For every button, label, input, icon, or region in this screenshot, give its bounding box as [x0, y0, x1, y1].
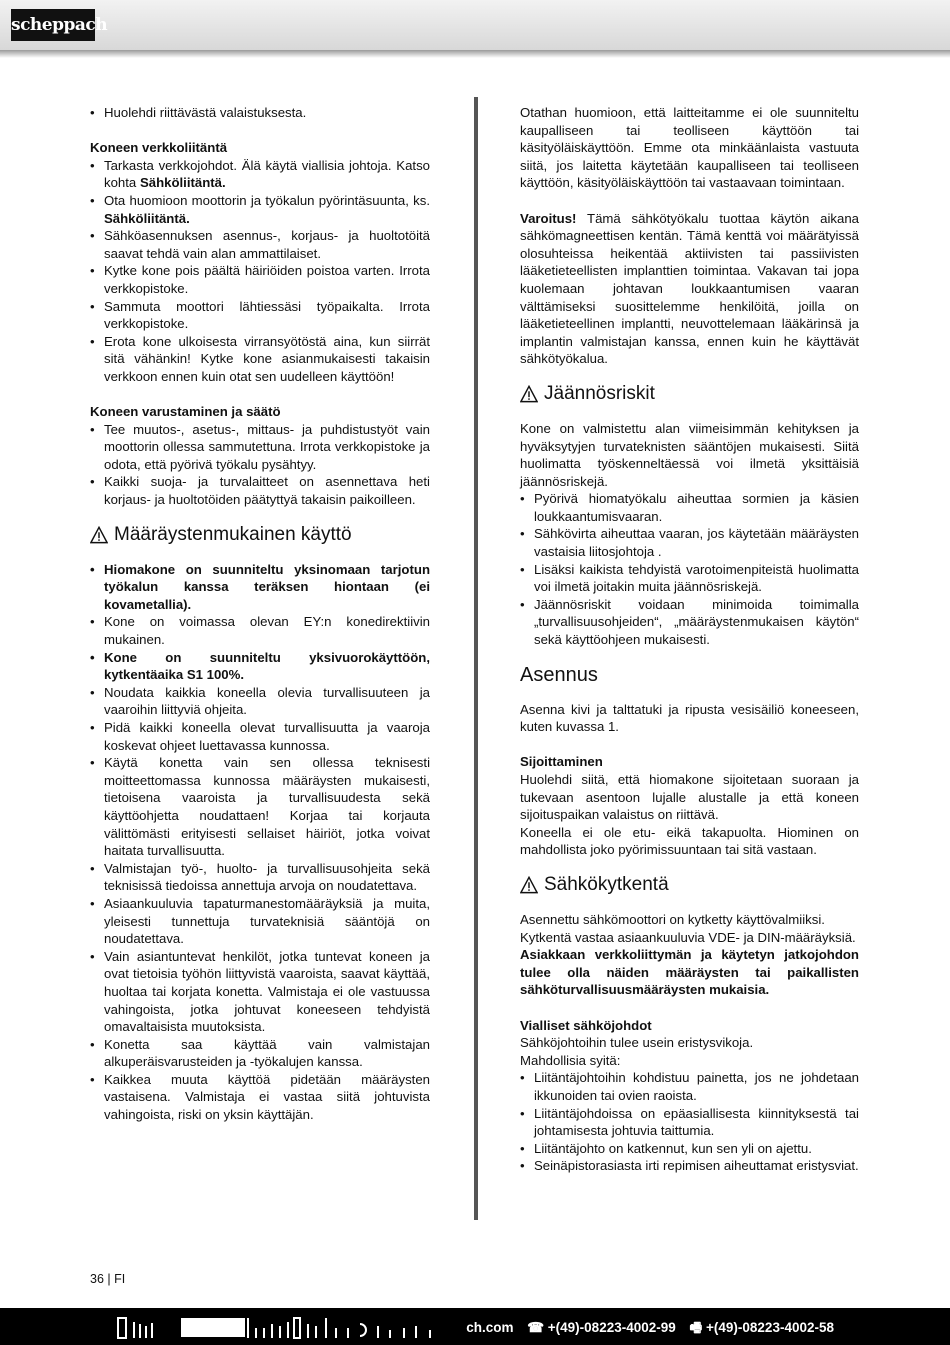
list-item: • Käytä konetta vain sen ollessa teknisesti moitteettomassa kunnossa määräysten mukaisesti, tietoisena vaaroista ja turvallisuudesta sekä käyttöohjetta noudattaen! Korjaa tai korjauta välittömästi erityisesti sellaiset häiriöt, jotka voivat haitata turvallisuutta.	[90, 754, 430, 860]
list-item: • Lisäksi kaikista tehdyistä varotoimenpiteistä huolimatta voi ilmetä joitakin muita jäännösriskejä.	[520, 561, 859, 596]
vialliset-list	[520, 1069, 859, 1175]
list-item: • Noudata kaikkia koneella olevia turvallisuuteen ja vaaroihin liittyviä ohjeita.	[90, 684, 430, 719]
header-shadow	[0, 50, 950, 58]
section-heading-jaannosriskit: Jäännösriskit	[520, 382, 859, 406]
footer-web: ch.com	[466, 1320, 514, 1335]
right-column	[520, 104, 859, 1175]
varustaminen-list	[90, 421, 430, 509]
subheading-vialliset: Vialliset sähköjohdot	[520, 1017, 652, 1033]
warning-paragraph: Varoitus! Tämä sähkötyökalu tuottaa käytön aikana sähkömagneettisen kentän. Tämä kenttä voi määrätyissä olosuhteissa heikentää aktiivisten tai passiivisten lääketieteellisten implanttien toimintaa. Vakavan tai jopa kuolemaan johtavan loukkaantumisen vaaran välttämiseksi suosittelemme henkilöitä, joilla on lääketieteellinen implantti, neuvottelemaan lääkärinsä ja implantin valmistajan kanssa, ennen kuin he käyttävät sähkötyökalua.	[520, 210, 859, 367]
page-number: 36 | FI	[90, 1272, 126, 1286]
list-item: • Kaikki suoja- ja turvalaitteet on asennettava heti korjaus- ja huoltotöiden päätyttyä takaisin paikoilleen.	[90, 473, 430, 508]
footer-phone: ☎ +(49)-08223-4002-99	[527, 1320, 676, 1335]
list-item: • Kaikkea muuta käyttöä pidetään määräysten vastaisena. Valmistaja ei vastaa siitä johtuvista vahingoista, riski on yksin käyttäjän.	[90, 1071, 430, 1124]
paragraph: Otathan huomioon, että laitteitamme ei ole suunniteltu kaupalliseen tai teolliseen käyttöön tai käsityöläiskäyttöön. Emme ota minkäänlaista vastuuta siitä, jos laitetta käytetään kaupalliseen tai teolliseen käyttöön, käsityöläiskäyttöön tai vastaavaan toimintaan.	[520, 105, 859, 191]
paragraph: Asenna kivi ja talttatuki ja ripusta vesisäiliö koneeseen, kuten kuvassa 1.	[520, 701, 859, 735]
list-item: • Liitäntäjohto on katkennut, kun sen yli on ajettu.	[520, 1140, 859, 1158]
footer-contact	[456, 1318, 834, 1341]
list-item: • Valmistajan työ-, huolto- ja turvallisuusohjeita sekä teknisissä tiedoissa annettuja arvoja on noudatettava.	[90, 860, 430, 895]
list-item: • Huolehdi riittävästä valaistuksesta.	[90, 104, 430, 122]
list-item: • Jäännösriskit voidaan minimoida toimimalla „turvallisuusohjeiden“, „määräystenmukaisen käytön“ sekä käyttöohjeen mukaisesti.	[520, 596, 859, 649]
warning-icon	[520, 385, 538, 403]
list-item: • Konetta saa käyttää vain valmistajan alkuperäisvarusteiden ja -työkalujen kanssa.	[90, 1036, 430, 1071]
list-item: • Tarkasta verkkojohdot. Älä käytä viallisia johtoja. Katso kohta Sähköliitäntä.	[90, 157, 430, 192]
warning-icon	[520, 876, 538, 894]
subheading-sijoittaminen: Sijoittaminen	[520, 754, 603, 770]
list-item: • Kytke kone pois päältä häiriöiden poistoa varten. Irrota verkkopistoke.	[90, 262, 430, 297]
kaytto-list	[90, 561, 430, 1124]
list-item: • Pyörivä hiomatyökalu aiheuttaa sormien ja käsien loukkaantumisvaaran.	[520, 490, 859, 525]
section-heading-varustaminen: Koneen varustaminen ja säätö	[90, 404, 281, 420]
jaannosriskit-list	[520, 490, 859, 648]
scribble-graphic	[116, 1314, 441, 1340]
list-item: • Liitäntäjohtoihin kohdistuu painetta, jos ne johdetaan ikkunoiden tai ovien raoista.	[520, 1069, 859, 1104]
section-heading-verkkoliitanta: Koneen verkkoliitäntä	[90, 140, 228, 156]
list-item: • Tee muutos-, asetus-, mittaus- ja puhdistustyöt vain moottorin ollessa sammutettuna. Irrota verkkopistoke ja odota, että pyörivä työkalu pysähtyy.	[90, 421, 430, 474]
left-column	[90, 104, 430, 1124]
list-item: • Sammuta moottori lähtiessäsi työpaikalta. Irrota verkkopistoke.	[90, 298, 430, 333]
paragraph: Kone on valmistettu alan viimeisimmän kehityksen ja hyväksytyjen turvateknisten sääntöjen mukaisesti. Siitä huolimatta työskenneltäessä voi ilmetä yksittäisiä jäännösriskejä.	[520, 420, 859, 489]
paragraph: Koneella ei ole etu- eikä takapuolta. Hiominen on mahdollista joko pyörimissuuntaan tai sitä vastaan.	[520, 824, 859, 858]
list-item: • Vain asiantuntevat henkilöt, jotka tuntevat koneen ja ovat tietoisia työhön liittyvistä vaaroista, saavat käyttää, huoltaa tai korjata konetta. Valmistaja ei ole vastuussa vahingoista, jotka johtuvat koneeseen tehdyistä omavaltaisista muutoksista.	[90, 948, 430, 1036]
scheppach-logo: scheppach	[11, 9, 95, 41]
list-item: • Pidä kaikki koneella olevat turvallisuutta ja vaaroja koskevat ohjeet luettavassa kunnossa.	[90, 719, 430, 754]
warning-icon	[90, 526, 108, 544]
section-heading-sahkokytkenta: Sähkökytkentä	[520, 873, 859, 897]
list-item: • Sähköasennuksen asennus-, korjaus- ja huoltotöitä saavat tehdä vain alan ammattilaiset.	[90, 227, 430, 262]
list-item: • Kone on suunniteltu yksivuorokäyttöön, kytkentäaika S1 100%.	[90, 649, 430, 684]
list-item: • Seinäpistorasiasta irti repimisen aiheuttamat eristysviat.	[520, 1157, 859, 1175]
column-divider	[474, 97, 478, 1220]
section-heading-kaytto: Määräystenmukainen käyttö	[90, 523, 430, 547]
list-item: • Liitäntäjohdoissa on epäasiallisesta kiinnityksestä tai johtamisesta johtuvia taittumia.	[520, 1105, 859, 1140]
paragraph: Sähköjohtoihin tulee usein eristysvikoja.	[520, 1035, 754, 1051]
paragraph: Asiakkaan verkkoliittymän ja käytetyn jatkojohdon tulee olla näiden määräysten tai paikallisten sähköturvallisuusmääräysten mukaisia.	[520, 947, 859, 998]
section-heading-asennus: Asennus	[520, 663, 598, 686]
page-header	[0, 0, 950, 50]
list-item: • Kone on voimassa olevan EY:n konedirektiivin mukainen.	[90, 613, 430, 648]
verkkoliitanta-list	[90, 157, 430, 386]
paragraph: Asennettu sähkömoottori on kytketty käyttövalmiiksi.	[520, 911, 825, 927]
list-item: • Erota kone ulkoisesta virransyötöstä aina, kun siirrät sitä vähänkin! Kytke kone asianmukaisesti takaisin verkkoon ennen kuin otat sen uudelleen käyttöön!	[90, 333, 430, 386]
list-item: • Hiomakone on suunniteltu yksinomaan tarjotun työkalun kanssa teräksen hiontaan (ei kovametallia).	[90, 561, 430, 614]
list-item: • Sähkövirta aiheuttaa vaaran, jos käytetään määräysten vastaisia liitosjohtoja .	[520, 525, 859, 560]
list-item: • Ota huomioon moottorin ja työkalun pyörintäsuunta, ks. Sähköliitäntä.	[90, 192, 430, 227]
list-item: • Asiaankuuluvia tapaturmanestomääräyksiä ja muita, yleisesti tunnettuja turvateknisiä sääntöjä on noudatettava.	[90, 895, 430, 948]
intro-list	[90, 104, 430, 122]
paragraph: Huolehdi siitä, että hiomakone sijoitetaan suoraan ja tukevaan asentoon lujalle alustalle ja että koneen sijoituspaikan valaistus on riittävä.	[520, 772, 859, 823]
footer-bar	[0, 1308, 950, 1345]
paragraph: Mahdollisia syitä:	[520, 1052, 621, 1068]
paragraph: Kytkentä vastaa asiaankuuluvia VDE- ja DIN-määräyksiä.	[520, 929, 856, 945]
footer-fax: 🖷 +(49)-08223-4002-58	[689, 1320, 834, 1335]
